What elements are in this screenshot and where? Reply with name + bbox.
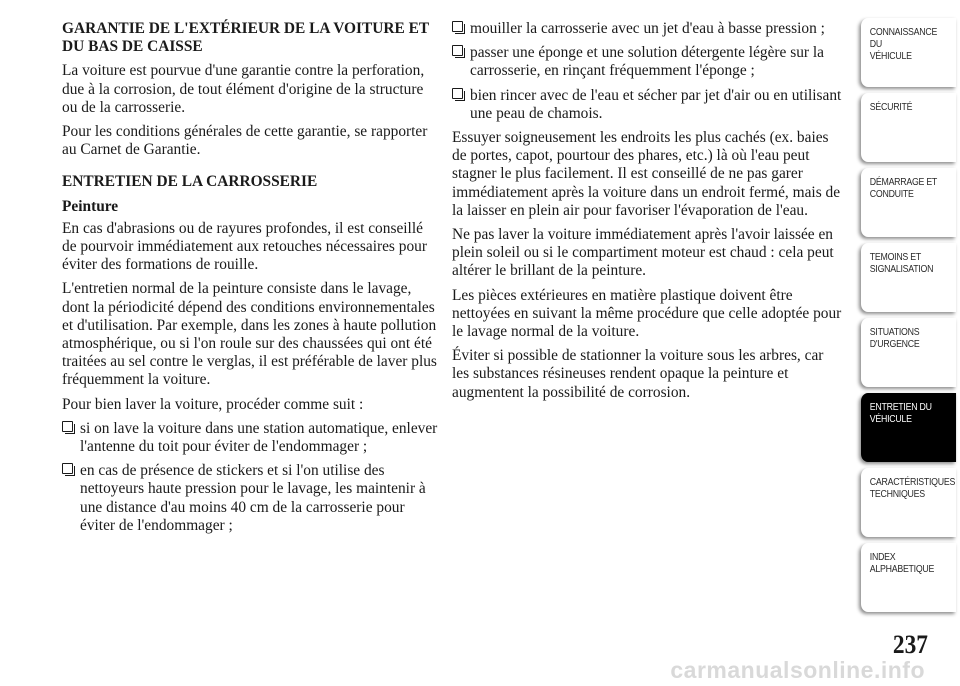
checkbox-bullet-icon <box>452 88 463 99</box>
tab-entretien-vehicule[interactable]: ENTRETIEN DU VÉHICULE <box>861 393 956 462</box>
heading-exterior-warranty: GARANTIE DE L'EXTÉRIEUR DE LA VOITURE ET DU BAS DE CAISSE <box>62 20 429 56</box>
paragraph: L'entretien normal de la peinture consiste dans le lavage, dont la périodicité dépend des conditions environnementales et d'utilisation. Par exemple, dans les zones à haute pollution atmosphérique, ou si l'on roule sur des chaussées qui ont été traitées au sel contre le verglas, il est préférable de laver plus fréquemment la voiture. <box>62 280 437 389</box>
checkbox-bullet-icon <box>62 421 73 432</box>
paragraph: Les pièces extérieures en matière plastique doivent être nettoyées en suivant la même procédure que celle adoptée pour le lavage normal de la voiture. <box>452 286 842 341</box>
tab-connaissance-vehicule[interactable]: CONNAISSANCE DU VÉHICULE <box>861 18 956 87</box>
tab-temoins-signalisation[interactable]: TEMOINS ET SIGNALISATION <box>861 243 956 312</box>
list-item <box>452 87 844 123</box>
heading-bodywork-maintenance: ENTRETIEN DE LA CARROSSERIE <box>62 173 318 191</box>
left-column <box>62 20 440 541</box>
watermark: carmanualsonline.info <box>670 657 925 683</box>
paragraph: Pour les conditions générales de cette garantie, se rapporter au Carnet de Garantie. <box>62 123 428 159</box>
paragraph: Essuyer soigneusement les endroits les plus cachés (ex. baies de portes, capot, pourtour des phares, etc.) là où l'eau peut stagner le plus facilement. Il est conseillé de ne pas garer immédiatement après la voiture dans un endroit fermé, mais de la laisser en plein air pour favoriser l'évaporation de l'eau. <box>452 129 841 219</box>
paragraph: En cas d'abrasions ou de rayures profondes, il est conseillé de pourvoir immédiatement aux retouches nécessaires pour éviter des formations de rouille. <box>62 219 427 274</box>
checkbox-bullet-icon <box>452 45 463 56</box>
checkbox-bullet-icon <box>452 21 463 32</box>
subheading-paint: Peinture <box>62 197 119 215</box>
bullet-list <box>62 420 440 535</box>
right-column <box>452 20 844 408</box>
list-item-text: en cas de présence de stickers et si l'on utilise des nettoyeurs haute pression pour le lavage, les maintenir à une distance d'au moins 40 cm de la carrosserie pour éviter de l'endommager ; <box>80 462 426 534</box>
checkbox-bullet-icon <box>62 463 73 474</box>
list-item-text: passer une éponge et une solution détergente légère sur la carrosserie, en rinçant fréquemment l'éponge ; <box>470 44 824 80</box>
bullet-list <box>452 20 844 123</box>
paragraph: Pour bien laver la voiture, procéder comme suit : <box>62 395 364 413</box>
page-number: 237 <box>892 630 928 659</box>
list-item-text: bien rincer avec de l'eau et sécher par jet d'air ou en utilisant une peau de chamois. <box>470 86 842 122</box>
tab-index-alphabetique[interactable]: INDEX ALPHABETIQUE <box>861 543 956 612</box>
tab-caracteristiques-techniques[interactable]: CARACTÉRISTIQUES TECHNIQUES <box>861 468 956 537</box>
list-item <box>452 44 844 80</box>
tab-demarrage-conduite[interactable]: DÉMARRAGE ET CONDUITE <box>861 168 956 237</box>
paragraph: Ne pas laver la voiture immédiatement après l'avoir laissée en plein soleil ou si le compartiment moteur est chaud : cela peut altérer le brillant de la peinture. <box>452 226 834 280</box>
list-item-text: mouiller la carrosserie avec un jet d'eau à basse pression ; <box>470 20 825 37</box>
list-item <box>452 20 844 38</box>
paragraph: Éviter si possible de stationner la voiture sous les arbres, car les substances résineuses rendent opaque la peinture et augmentent la possibilité de corrosion. <box>452 347 824 401</box>
paragraph: La voiture est pourvue d'une garantie contre la perforation, due à la corrosion, de tout élément d'origine de la structure ou de la carrosserie. <box>62 62 425 116</box>
list-item-text: si on lave la voiture dans une station automatique, enlever l'antenne du toit pour éviter de l'endommager ; <box>80 419 438 456</box>
tab-situations-urgence[interactable]: SITUATIONS D'URGENCE <box>861 318 956 387</box>
tab-securite[interactable]: SÉCURITÉ <box>861 93 956 162</box>
list-item <box>62 462 440 535</box>
chapter-tabs <box>861 18 957 618</box>
list-item <box>62 420 440 456</box>
